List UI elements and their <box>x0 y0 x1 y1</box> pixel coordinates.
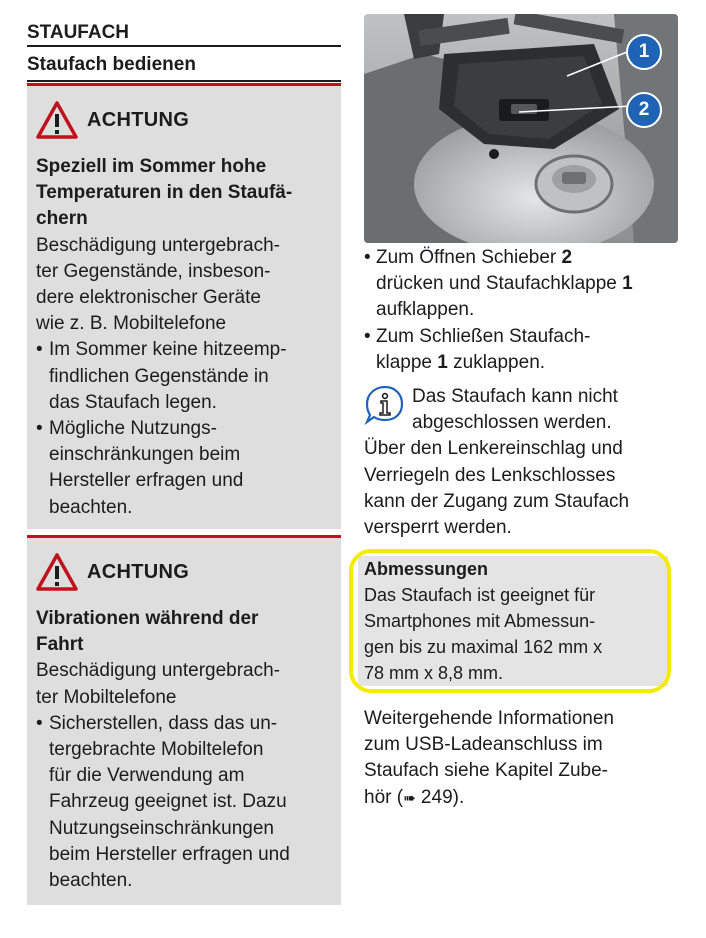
list-item: • Zum Schließen Staufach- klappe 1 zuklappen. <box>364 324 680 376</box>
subtitle: Staufach bedienen <box>27 54 196 75</box>
text-line: Speziell im Sommer hohe <box>36 156 267 177</box>
text-line: ter Mobiltelefone <box>36 686 177 708</box>
text-line: Das Staufach ist geeignet für <box>364 585 596 605</box>
page-reference[interactable]: hör (➠ 249). <box>364 786 465 808</box>
subtitle-rule <box>27 80 341 82</box>
warning-triangle-icon <box>35 552 79 592</box>
info-icon <box>364 384 406 426</box>
text-line: Vibrationen während der <box>36 608 259 629</box>
warning-triangle-icon <box>35 100 79 140</box>
text-line: 78 mm x 8,8 mm. <box>364 663 504 683</box>
info-note <box>364 384 680 541</box>
text-line: Staufach siehe Kapitel Zube- <box>364 760 608 782</box>
text-line: chern <box>36 208 88 230</box>
section-title: STAUFACH <box>27 22 130 43</box>
yellow-highlight <box>349 549 671 693</box>
warning-lead <box>36 154 333 233</box>
text-line: Beschädigung untergebrach- <box>36 660 281 682</box>
text-line: kann der Zugang zum Staufach <box>364 490 630 512</box>
text-line: gen bis zu maximal 162 mm x <box>364 637 603 657</box>
title-rule <box>27 45 341 47</box>
list-item: • Zum Öffnen Schieber 2 drücken und Staufachklappe 1 aufklappen. <box>364 245 680 324</box>
text-line: Temperaturen in den Staufä- <box>36 182 293 204</box>
text-line: zum USB-Ladeanschluss im <box>364 734 603 756</box>
text-line: Beschädigung untergebrach- <box>36 234 281 256</box>
text-line: dere elektronischer Geräte <box>36 287 261 309</box>
storage-compartment-photo <box>364 14 678 243</box>
operation-steps <box>364 245 680 376</box>
text-line: versperrt werden. <box>364 517 512 539</box>
text-line: Weitergehende Informationen <box>364 708 614 729</box>
text-line: Verriegeln des Lenkschlosses <box>364 464 616 486</box>
callout-1-badge: 1 <box>626 34 662 70</box>
text-line: Über den Lenkereinschlag und <box>364 438 623 460</box>
more-info <box>364 706 680 812</box>
warning-box-1 <box>27 83 341 529</box>
text-line: Smartphones mit Abmessun- <box>364 611 596 631</box>
dimensions-heading: Abmessungen <box>364 559 489 579</box>
warning-text <box>36 658 333 710</box>
arrow-icon: ➠ <box>403 789 416 807</box>
callout-2-badge: 2 <box>626 92 662 128</box>
text-line: wie z. B. Mobiltelefone <box>36 313 227 335</box>
text-line: Fahrt <box>36 634 84 656</box>
warning-label: ACHTUNG <box>87 108 190 131</box>
list-item: • Im Sommer keine hitzeemp- findlichen Gegenstände in das Staufach legen. <box>36 337 333 416</box>
text-line: abgeschlossen werden. <box>412 412 612 434</box>
warning-lead <box>36 606 333 658</box>
warning-label: ACHTUNG <box>87 560 190 583</box>
text-line: ter Gegenstände, insbeson- <box>36 260 271 282</box>
text-line: Das Staufach kann nicht <box>412 386 618 407</box>
list-item: • Mögliche Nutzungs- einschränkungen beim Hersteller erfragen und beachten. <box>36 416 333 521</box>
list-item: • Sicherstellen, dass das un- tergebrachte Mobiltelefon für die Verwendung am Fahrzeug geeignet ist. Dazu Nutzungseinschränkungen beim Hersteller erfragen und beachten. <box>36 711 333 894</box>
warning-text <box>36 233 333 338</box>
warning-box-2 <box>27 535 341 905</box>
